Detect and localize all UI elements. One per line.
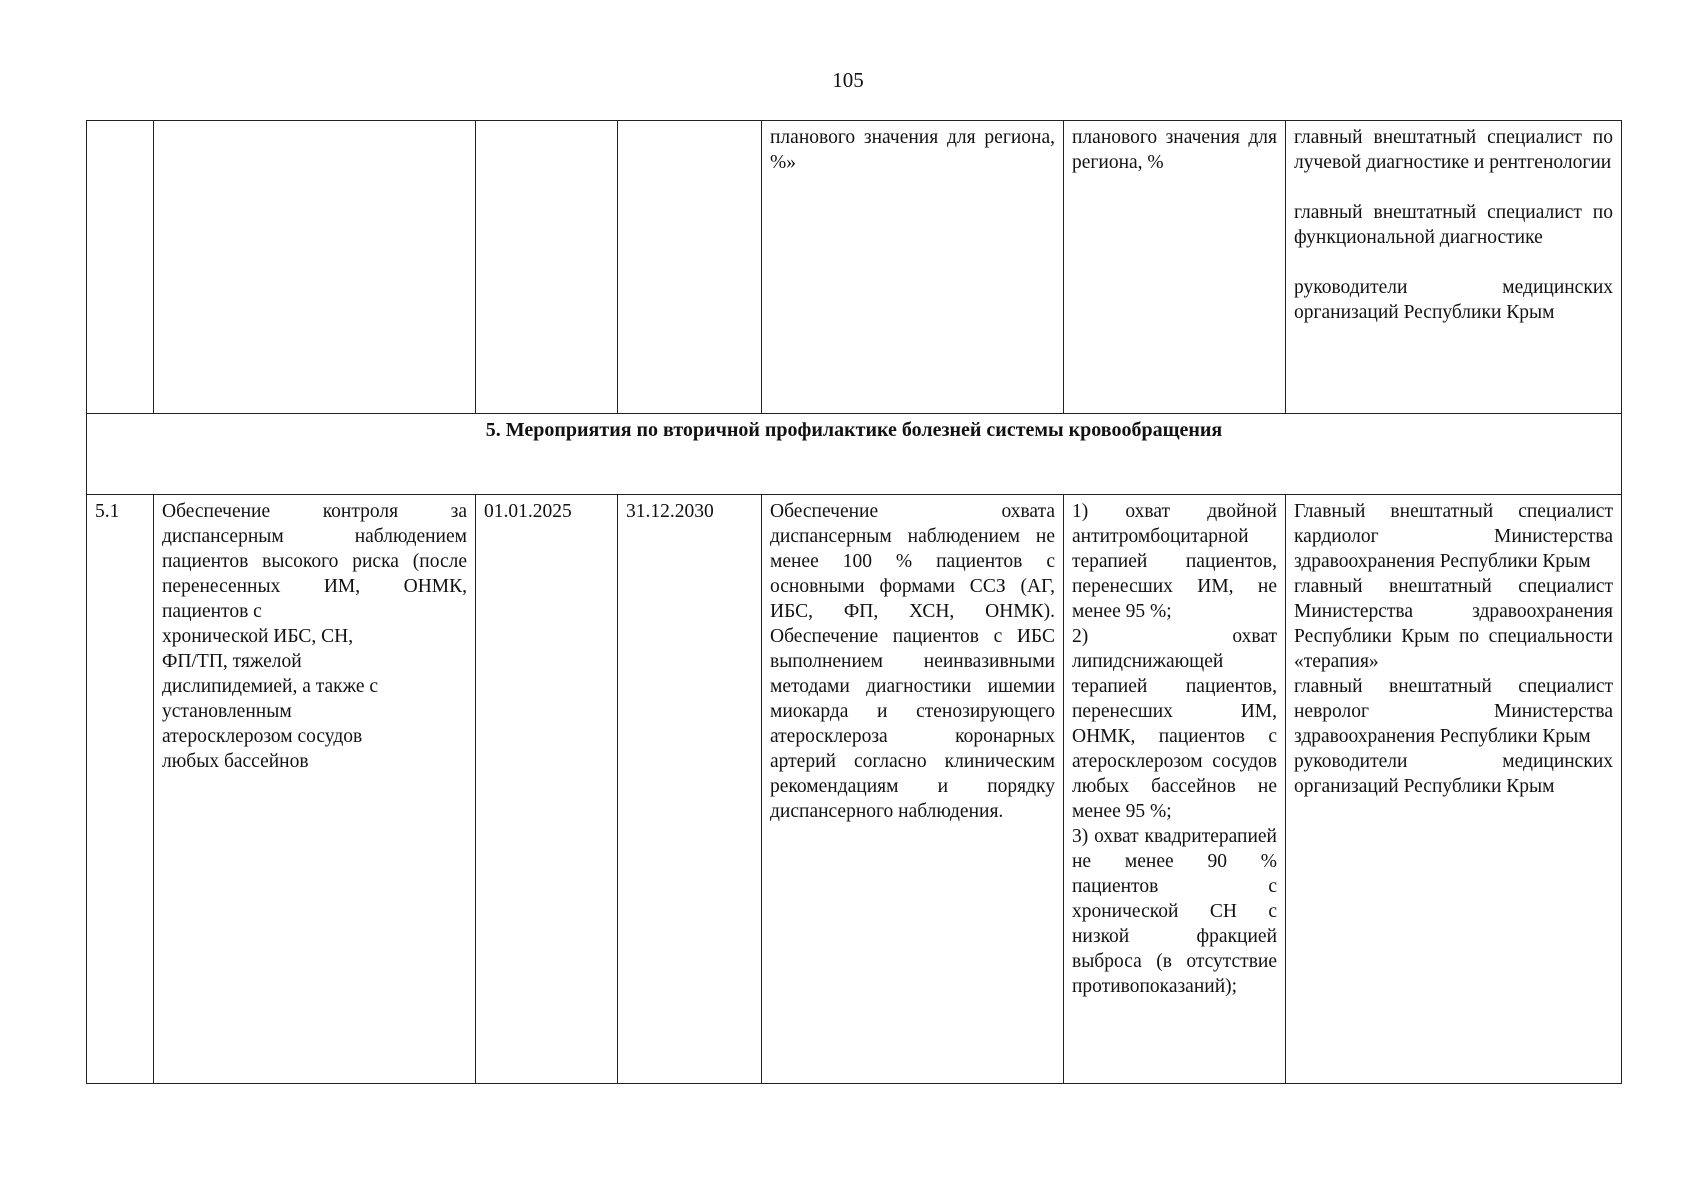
cell-responsible-continued	[1286, 121, 1622, 414]
page-number: 105	[832, 68, 864, 92]
cell-item-number: 5.1	[87, 495, 154, 1084]
responsible-item: главный внештатный специалист по лучевой диагностике и рентгенологии	[1294, 127, 1613, 173]
responsible-item: руководители медицинских организаций Республики Крым	[1294, 751, 1613, 797]
cell-result-continued: планового значения для региона, %»	[762, 121, 1064, 414]
cell-responsible	[1286, 495, 1622, 1084]
cell-start-empty	[476, 121, 618, 414]
activity-text-continued: хронической ИБС, СН, ФП/ТП, тяжелой дислипидемией, а также с установленным атеросклерозом сосудов любых бассейнов	[162, 626, 379, 772]
responsible-item: главный внештатный специалист Министерства здравоохранения Республики Крым по специальности «терапия»	[1294, 576, 1613, 672]
table-row-5-1	[87, 495, 1622, 1084]
cell-number-empty	[87, 121, 154, 414]
cell-activity-empty	[154, 121, 476, 414]
indicator-item: 3) охват квадритерапией не менее 90 % пациентов с хронической СН с низкой фракцией выброса (в отсутствие противопоказаний);	[1072, 826, 1277, 997]
cell-indicator	[1064, 495, 1286, 1084]
section-heading: 5. Мероприятия по вторичной профилактике болезней системы кровообращения	[87, 414, 1622, 495]
indicator-item: 1) охват двойной антитромбоцитарной терапией пациентов, перенесших ИМ, не менее 95 %;	[1072, 501, 1277, 622]
indicator-item: 2) охват липидснижающей терапией пациентов, перенесших ИМ, ОНМК, пациентов с атеросклерозом сосудов любых бассейнов не менее 95 %;	[1072, 626, 1277, 822]
cell-activity	[154, 495, 476, 1084]
cell-end-date: 31.12.2030	[618, 495, 762, 1084]
responsible-item: главный внештатный специалист по функциональной диагностике	[1294, 202, 1613, 248]
cell-indicator-continued: планового значения для региона, %	[1064, 121, 1286, 414]
responsible-item: руководители медицинских организаций Республики Крым	[1294, 277, 1613, 323]
section-heading-row	[87, 414, 1622, 495]
cell-end-empty	[618, 121, 762, 414]
measures-table	[86, 120, 1622, 1084]
cell-start-date: 01.01.2025	[476, 495, 618, 1084]
responsible-item: Главный внештатный специалист кардиолог Министерства здравоохранения Республики Крым	[1294, 501, 1613, 572]
activity-text: Обеспечение контроля за диспансерным наблюдением пациентов высокого риска (после перенесенных ИМ, ОНМК, пациентов с	[162, 501, 467, 622]
table-row-continuation	[87, 121, 1622, 414]
cell-expected-result: Обеспечение охвата диспансерным наблюдением не менее 100 % пациентов с основными формами ССЗ (АГ, ИБС, ФП, ХСН, ОНМК). Обеспечение пациентов с ИБС выполнением неинвазивными методами диагностики ишемии миокарда и стенозирующего атеросклероза коронарных артерий согласно клиническим рекомендациям и порядку диспансерного наблюдения.	[762, 495, 1064, 1084]
responsible-item: главный внештатный специалист невролог Министерства здравоохранения Республики Крым	[1294, 676, 1613, 747]
